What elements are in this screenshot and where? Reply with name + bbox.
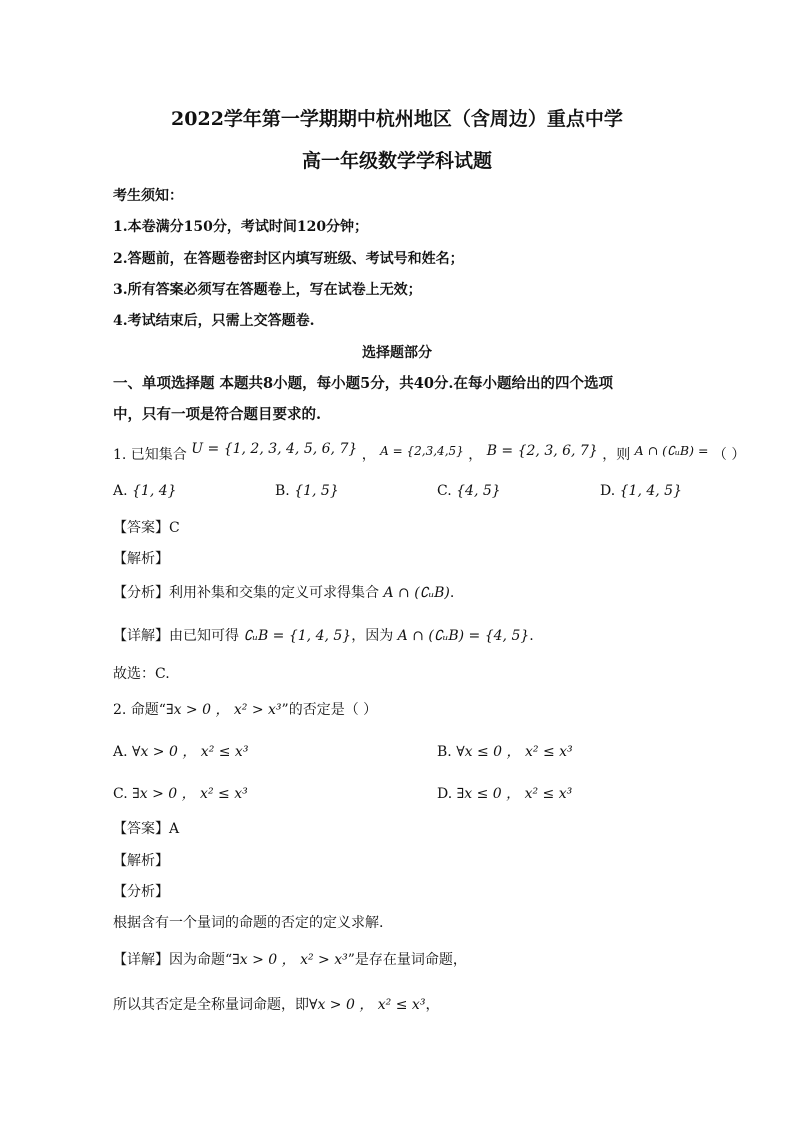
- q1-option-b: [275, 481, 339, 501]
- q1-answer-paren: （ ）: [712, 447, 746, 463]
- q2-fenxi-text: 根据含有一个量词的命题的否定的定义求解.: [113, 915, 384, 931]
- q1-fenxi: [113, 583, 454, 603]
- q2-xiangjie-text-2: ”是存在量词命题，: [347, 952, 467, 968]
- q1-xiangjie: [113, 626, 534, 646]
- q1-fenxi-text: 利用补集和交集的定义可求得集合: [169, 585, 379, 601]
- q2-stem-end: ”的否定是（ ）: [281, 702, 378, 718]
- q1-fenxi-end: .: [449, 585, 455, 601]
- q2-analysis-tag: 【解析】: [113, 853, 169, 869]
- q2-option-b: [437, 742, 573, 762]
- part-heading-line-1: 一、单项选择题 本题共8小题，每小题5分，共40分.在每小题给出的四个选项: [113, 375, 613, 392]
- q2-conclusion: [113, 995, 439, 1015]
- q2-xiangjie-text-1: 因为命题“: [169, 952, 233, 968]
- question-2-stem: [113, 700, 377, 720]
- q1-stem-start: 1. 已知集合: [113, 447, 187, 463]
- q2-option-d-value: ∃x ≤ 0 ， x² ≤ x³: [456, 786, 573, 802]
- q1-analysis-tag: 【解析】: [113, 551, 169, 567]
- q2-option-a: [113, 742, 248, 762]
- notice-item-4: 4.考试结束后，只需上交答题卷.: [113, 313, 315, 329]
- q1-option-d: [600, 481, 682, 501]
- exam-title: 2022学年第一学期期中杭州地区（含周边）重点中学: [171, 108, 623, 130]
- q1-xiangjie-tag: 【详解】: [113, 628, 169, 644]
- q2-answer-tag: 【答案】: [113, 821, 169, 837]
- exam-subtitle: 高一年级数学学科试题: [301, 150, 492, 172]
- q1-xiangjie-text-2: ，因为: [351, 628, 394, 644]
- q2-stem-start: 2. 命题“: [113, 702, 166, 718]
- q1-set-b: B = {2, 3, 6, 7}: [486, 443, 598, 459]
- q2-answer-value: A: [169, 821, 180, 837]
- notice-item-1: 1.本卷满分150分，考试时间120分钟；: [113, 219, 369, 235]
- notice-item-3: 3.所有答案必须写在答题卷上，写在试卷上无效；: [113, 282, 422, 298]
- q1-answer-tag: 【答案】: [113, 520, 169, 536]
- q1-option-d-value: {1, 4, 5}: [619, 483, 682, 499]
- q1-answer-value: C: [169, 520, 180, 536]
- q2-answer: [113, 819, 179, 839]
- q1-fenxi-tag: 【分析】: [113, 585, 169, 601]
- q2-conclusion-text: 所以其否定是全称量词命题，即: [113, 997, 309, 1013]
- q2-option-c-value: ∃x > 0 ， x² ≤ x³: [132, 786, 248, 802]
- q1-xiangjie-end: .: [529, 628, 534, 644]
- q2-option-a-label: A.: [113, 744, 128, 760]
- q2-option-c-label: C.: [113, 786, 128, 802]
- q1-option-d-label: D.: [600, 483, 616, 499]
- q1-set-u: U = {1, 2, 3, 4, 5, 6, 7}: [191, 441, 358, 457]
- q1-set-a: A = {2,3,4,5}: [380, 444, 464, 458]
- q2-xiangjie-tag: 【详解】: [113, 952, 169, 968]
- q1-option-c-value: {4, 5}: [456, 483, 501, 499]
- q1-expression: A ∩ (∁ᵤB) =: [634, 443, 709, 458]
- q2-option-d: [437, 784, 572, 804]
- q1-fenxi-expression: A ∩ (∁ᵤB): [383, 585, 450, 601]
- part-heading-line-2: 中，只有一项是符合题目要求的.: [113, 406, 322, 423]
- notice-item-2: 2.答题前，在答题卷密封区内填写班级、考试号和姓名；: [113, 251, 464, 267]
- q1-sep-1: ，: [361, 447, 376, 463]
- q1-stem-then: ，则: [602, 447, 631, 463]
- q1-xiangjie-expression-1: ∁ᵤB = {1, 4, 5}: [243, 628, 352, 644]
- notice-heading: 考生须知：: [113, 188, 183, 204]
- q2-xiangjie: [113, 950, 467, 970]
- q2-stem-expression: ∃x > 0 ， x² > x³: [165, 702, 282, 718]
- q1-option-c-label: C.: [437, 483, 452, 499]
- q2-option-a-value: ∀x > 0 ， x² ≤ x³: [132, 744, 249, 760]
- q1-option-b-label: B.: [275, 483, 290, 499]
- q2-option-b-label: B.: [437, 744, 452, 760]
- q1-option-a: [113, 481, 177, 501]
- q2-fenxi-tag: 【分析】: [113, 884, 169, 900]
- section-title: 选择题部分: [362, 345, 432, 361]
- q1-xiangjie-text-1: 由已知可得: [169, 628, 239, 644]
- q2-conclusion-end: ，: [425, 997, 440, 1013]
- q1-option-c: [437, 481, 501, 501]
- q1-choose: 故选：C.: [113, 666, 170, 682]
- q1-option-a-label: A.: [113, 483, 128, 499]
- q1-answer: [113, 518, 180, 538]
- q2-option-b-value: ∀x ≤ 0 ， x² ≤ x³: [456, 744, 573, 760]
- question-1-stem: [113, 441, 746, 465]
- q1-sep-2: ，: [468, 447, 483, 463]
- q2-conclusion-expression: ∀x > 0 ， x² ≤ x³: [309, 997, 426, 1013]
- q1-option-b-value: {1, 5}: [294, 483, 339, 499]
- q1-xiangjie-expression-2: A ∩ (∁ᵤB) = {4, 5}: [397, 628, 530, 644]
- q2-option-c: [113, 784, 248, 804]
- q2-option-d-label: D.: [437, 786, 453, 802]
- q1-option-a-value: {1, 4}: [132, 483, 177, 499]
- q2-xiangjie-expression: ∃x > 0 ， x² > x³: [232, 952, 348, 968]
